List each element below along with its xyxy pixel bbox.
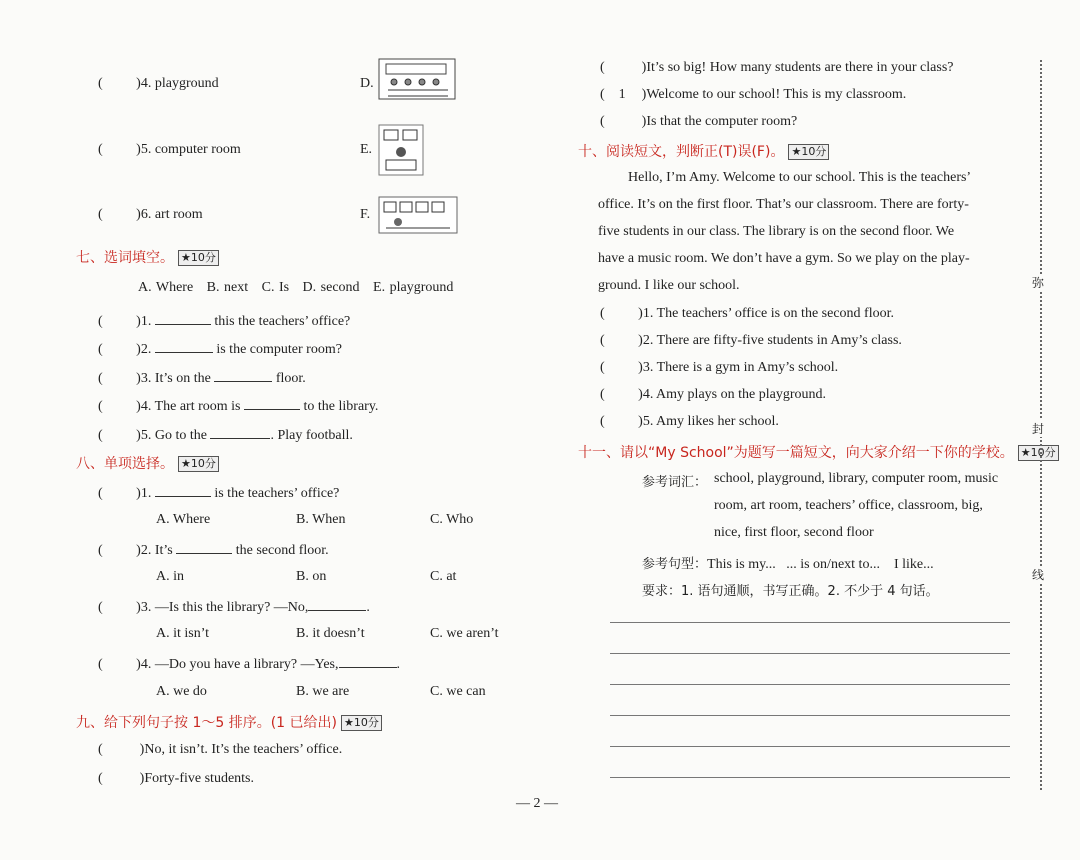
art-room-picture xyxy=(378,196,458,234)
paren: ( xyxy=(98,342,103,357)
section-11-heading: 十一、请以“My School”为题写一篇短文，向大家介绍一下你的学校。 xyxy=(578,445,1014,461)
matching-letter: D. xyxy=(360,76,374,91)
req-label: 要求： xyxy=(642,584,682,599)
choice-b[interactable]: B. on xyxy=(296,569,327,584)
req-text: 1. 语句通顺，书写正确。2. 不少于 4 句话。 xyxy=(681,584,939,599)
tf-item xyxy=(600,360,838,376)
word-options: A. Where B. next C. Is D. second E. playground xyxy=(138,280,454,295)
question-text: the second floor. xyxy=(235,543,329,558)
question-text: . xyxy=(396,657,400,672)
paren: ( xyxy=(98,207,103,222)
score-badge: ★10分 xyxy=(178,250,219,266)
fill-item xyxy=(98,369,306,387)
section-10-title xyxy=(578,141,829,161)
question-text: )2. It’s xyxy=(136,543,173,558)
paren: ( xyxy=(98,399,103,414)
order-item xyxy=(600,114,797,130)
choice-b[interactable]: B. we are xyxy=(296,684,350,699)
writing-line[interactable] xyxy=(610,622,1010,623)
paren: ( xyxy=(98,142,103,157)
fill-item xyxy=(98,340,342,358)
vocab-line: nice, first floor, second floor xyxy=(714,525,874,540)
paren: ( xyxy=(600,114,605,129)
choice-c[interactable]: C. we can xyxy=(430,684,486,699)
margin-char: 封 xyxy=(1032,422,1045,436)
paren: ( xyxy=(98,486,103,501)
order-mark[interactable]: 1 xyxy=(618,87,626,102)
matching-label: )4. playground xyxy=(136,76,219,91)
passage-line: Hello, I’m Amy. Welcome to our school. This is the teachers’ xyxy=(628,170,972,185)
item-text: to the library. xyxy=(303,399,379,414)
section-7-heading: 七、选词填空。 xyxy=(76,250,174,266)
choice-b[interactable]: B. When xyxy=(296,512,346,527)
matching-letter: F. xyxy=(360,207,371,222)
paren: ( xyxy=(98,371,103,386)
choice-b[interactable]: B. it doesn’t xyxy=(296,626,365,641)
item-text: )5. Amy likes her school. xyxy=(638,414,779,429)
choice-c[interactable]: C. we aren’t xyxy=(430,626,499,641)
section-10-heading: 十、阅读短文，判断正(T)误(F)。 xyxy=(578,144,785,160)
page-number: — 2 — xyxy=(516,796,558,811)
paren: ( xyxy=(600,414,605,429)
choice-c[interactable]: C. Who xyxy=(430,512,474,527)
paren: ( xyxy=(98,314,103,329)
choice-question xyxy=(98,655,400,673)
item-text: )Welcome to our school! This is my classroom. xyxy=(641,87,907,102)
paren: ( xyxy=(600,60,605,75)
item-text: floor. xyxy=(275,371,306,386)
order-item xyxy=(98,742,342,758)
writing-line[interactable] xyxy=(610,684,1010,685)
question-text: is the teachers’ office? xyxy=(214,486,340,501)
passage-line: ground. I like our school. xyxy=(598,278,740,293)
order-item xyxy=(98,771,254,787)
answer-blank[interactable] xyxy=(210,426,270,439)
item-text: )3. It’s on the xyxy=(136,371,211,386)
answer-blank[interactable] xyxy=(214,369,272,382)
section-8-title xyxy=(76,453,219,473)
vocab-line: room, art room, teachers’ office, classroom, big, xyxy=(714,498,983,513)
item-text: )4. Amy plays on the playground. xyxy=(638,387,826,402)
paren: ( xyxy=(98,771,103,786)
question-text: )3. —Is this the library? —No, xyxy=(136,600,309,615)
choice-question xyxy=(98,541,329,559)
choice-a[interactable]: A. we do xyxy=(156,684,207,699)
matching-item xyxy=(98,207,203,223)
answer-blank[interactable] xyxy=(308,598,366,611)
score-badge: ★10分 xyxy=(1018,445,1059,461)
matching-label: )5. computer room xyxy=(136,142,241,157)
paren: ( xyxy=(600,306,605,321)
fill-item xyxy=(98,397,378,415)
requirements xyxy=(642,580,939,599)
margin-char: 线 xyxy=(1032,568,1045,582)
answer-blank[interactable] xyxy=(244,397,300,410)
answer-blank[interactable] xyxy=(339,655,397,668)
choice-question xyxy=(98,598,370,616)
item-text: )1. xyxy=(136,314,152,329)
paren: ( xyxy=(600,387,605,402)
item-text: )Is that the computer room? xyxy=(641,114,798,129)
writing-line[interactable] xyxy=(610,777,1010,778)
tf-item xyxy=(600,387,826,403)
sentence-text: This is my... ... is on/next to... I like... xyxy=(707,557,934,572)
reading-passage xyxy=(598,164,1014,299)
computer-room-picture xyxy=(378,124,424,176)
item-text: )5. Go to the xyxy=(136,428,207,443)
question-text: . xyxy=(366,600,370,615)
choice-a[interactable]: A. it isn’t xyxy=(156,626,210,641)
answer-blank[interactable] xyxy=(155,484,211,497)
choice-a[interactable]: A. in xyxy=(156,569,184,584)
vocab-line: school, playground, library, computer room, music xyxy=(714,471,999,486)
paren: ( xyxy=(98,428,103,443)
score-badge: ★10分 xyxy=(341,715,382,731)
writing-line[interactable] xyxy=(610,746,1010,747)
fill-item xyxy=(98,312,350,330)
item-text: )Forty-five students. xyxy=(139,771,254,786)
score-badge: ★10分 xyxy=(788,144,829,160)
paren: ( xyxy=(98,657,103,672)
sentence-patterns xyxy=(642,553,934,573)
answer-blank[interactable] xyxy=(155,312,211,325)
matching-item xyxy=(98,142,241,158)
section-8-heading: 八、单项选择。 xyxy=(76,456,174,472)
item-text: )4. The art room is xyxy=(136,399,241,414)
item-text: . Play football. xyxy=(270,428,353,443)
item-text: )It’s so big! How many students are there in your class? xyxy=(641,60,954,75)
classroom-picture xyxy=(378,58,456,100)
tf-item xyxy=(600,333,902,349)
item-text: )2. xyxy=(136,342,152,357)
tf-item xyxy=(600,414,779,430)
order-item xyxy=(600,87,906,103)
question-text: )1. xyxy=(136,486,152,501)
order-item xyxy=(600,60,954,76)
section-11-title xyxy=(578,442,1059,462)
item-text: )No, it isn’t. It’s the teachers’ office. xyxy=(139,742,343,757)
matching-letter: E. xyxy=(360,142,373,157)
paren: ( xyxy=(600,333,605,348)
item-text: )1. The teachers’ office is on the second floor. xyxy=(638,306,894,321)
choice-c[interactable]: C. at xyxy=(430,569,457,584)
item-text: )3. There is a gym in Amy’s school. xyxy=(638,360,839,375)
question-text: )4. —Do you have a library? —Yes, xyxy=(136,657,339,672)
item-text: is the computer room? xyxy=(216,342,342,357)
answer-blank[interactable] xyxy=(176,541,232,554)
section-7-title xyxy=(76,247,219,267)
matching-label: )6. art room xyxy=(136,207,203,222)
writing-line[interactable] xyxy=(610,653,1010,654)
matching-item xyxy=(98,76,219,92)
choice-a[interactable]: A. Where xyxy=(156,512,211,527)
passage-line: office. It’s on the first floor. That’s our classroom. There are forty- xyxy=(598,197,969,212)
paren: ( xyxy=(600,87,605,102)
score-badge: ★10分 xyxy=(178,456,219,472)
paren: ( xyxy=(98,543,103,558)
section-9-title xyxy=(76,712,382,732)
tf-item xyxy=(600,306,894,322)
sentence-label: 参考句型： xyxy=(642,557,708,572)
passage-line: have a music room. We don’t have a gym. So we play on the play- xyxy=(598,251,970,266)
writing-line[interactable] xyxy=(610,715,1010,716)
item-text: this the teachers’ office? xyxy=(214,314,351,329)
fill-item xyxy=(98,426,353,444)
choice-question xyxy=(98,484,339,502)
paren: ( xyxy=(98,600,103,615)
item-text: )2. There are fifty-five students in Amy’s class. xyxy=(638,333,902,348)
paren: ( xyxy=(600,360,605,375)
paren: ( xyxy=(98,76,103,91)
passage-line: five students in our class. The library is on the second floor. We xyxy=(598,224,955,239)
margin-char: 弥 xyxy=(1032,276,1045,290)
answer-blank[interactable] xyxy=(155,340,213,353)
vocab-label: 参考词汇： xyxy=(642,475,708,490)
section-9-heading: 九、给下列句子按 1～5 排序。(1 已给出) xyxy=(76,715,337,731)
paren: ( xyxy=(98,742,103,757)
